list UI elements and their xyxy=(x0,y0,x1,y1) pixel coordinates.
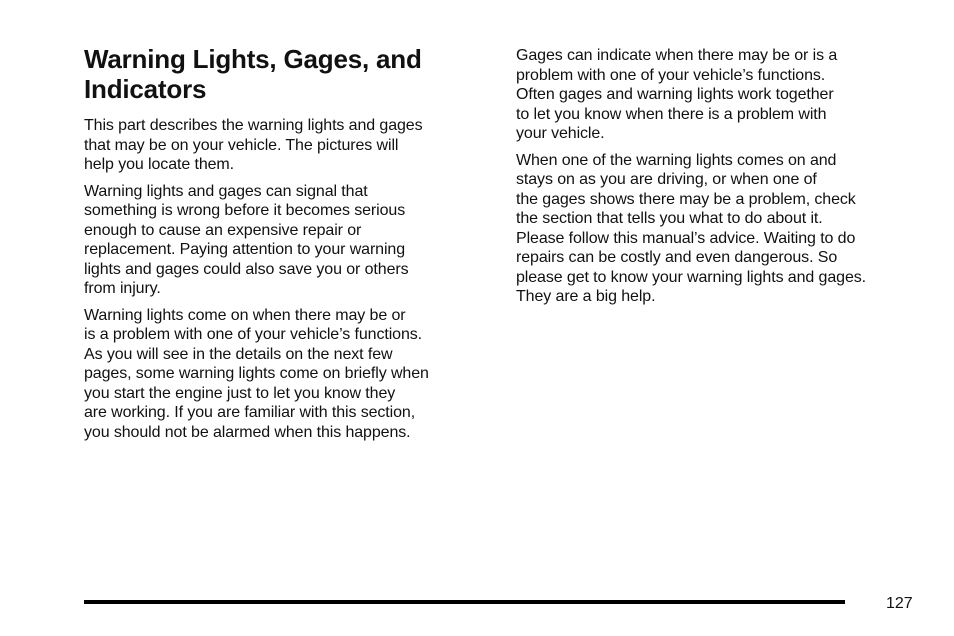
text-line: you start the engine just to let you know they xyxy=(84,384,396,402)
text-line: Often gages and warning lights work together xyxy=(516,86,834,103)
text-line: When one of the warning lights comes on and xyxy=(516,151,837,169)
text-line: your vehicle. xyxy=(516,125,605,142)
warning-lights-paragraph xyxy=(84,306,484,443)
text-line: stays on as you are driving, or when one of xyxy=(516,171,817,188)
section-title-line: Indicators xyxy=(84,74,207,104)
text-line: is a problem with one of your vehicle’s functions. xyxy=(84,326,422,343)
page-number: 127 xyxy=(886,595,913,612)
text-line: from injury. xyxy=(84,280,161,297)
text-line: something is wrong before it becomes serious xyxy=(84,202,406,219)
text-line: to let you know when there is a problem with xyxy=(516,105,827,123)
text-line: Warning lights and gages can signal that xyxy=(84,182,368,200)
text-line: please get to know your warning lights and gages. xyxy=(516,268,866,286)
text-line: you should not be alarmed when this happens. xyxy=(84,423,411,441)
text-line: They are a big help. xyxy=(516,288,656,305)
signal-paragraph xyxy=(84,182,484,299)
text-line: the gages shows there may be a problem, check xyxy=(516,190,856,208)
advice-paragraph xyxy=(516,151,926,307)
section-title-line: Warning Lights, Gages, and xyxy=(84,44,422,74)
text-line: This part describes the warning lights and gages xyxy=(84,117,423,134)
text-line: Warning lights come on when there may be or xyxy=(84,306,406,324)
text-line: help you locate them. xyxy=(84,156,234,173)
text-line: that may be on your vehicle. The pictures will xyxy=(84,136,399,154)
text-line: problem with one of your vehicle’s functions. xyxy=(516,66,826,84)
footer-rule xyxy=(84,600,845,604)
text-line: Gages can indicate when there may be or is a xyxy=(516,47,838,64)
text-line: the section that tells you what to do about it. xyxy=(516,210,823,227)
section-title xyxy=(84,44,484,104)
gages-paragraph xyxy=(516,46,926,144)
text-line: enough to cause an expensive repair or xyxy=(84,221,362,239)
text-line: As you will see in the details on the next few xyxy=(84,345,393,363)
text-line: Please follow this manual’s advice. Waiting to do xyxy=(516,229,856,247)
text-line: are working. If you are familiar with this section, xyxy=(84,404,416,421)
right-column xyxy=(516,46,926,314)
text-line: repairs can be costly and even dangerous. So xyxy=(516,249,838,266)
left-column xyxy=(84,44,484,449)
text-line: replacement. Paying attention to your warning xyxy=(84,241,406,258)
text-line: pages, some warning lights come on briefly when xyxy=(84,365,429,382)
intro-paragraph xyxy=(84,116,484,175)
text-line: lights and gages could also save you or others xyxy=(84,260,409,278)
